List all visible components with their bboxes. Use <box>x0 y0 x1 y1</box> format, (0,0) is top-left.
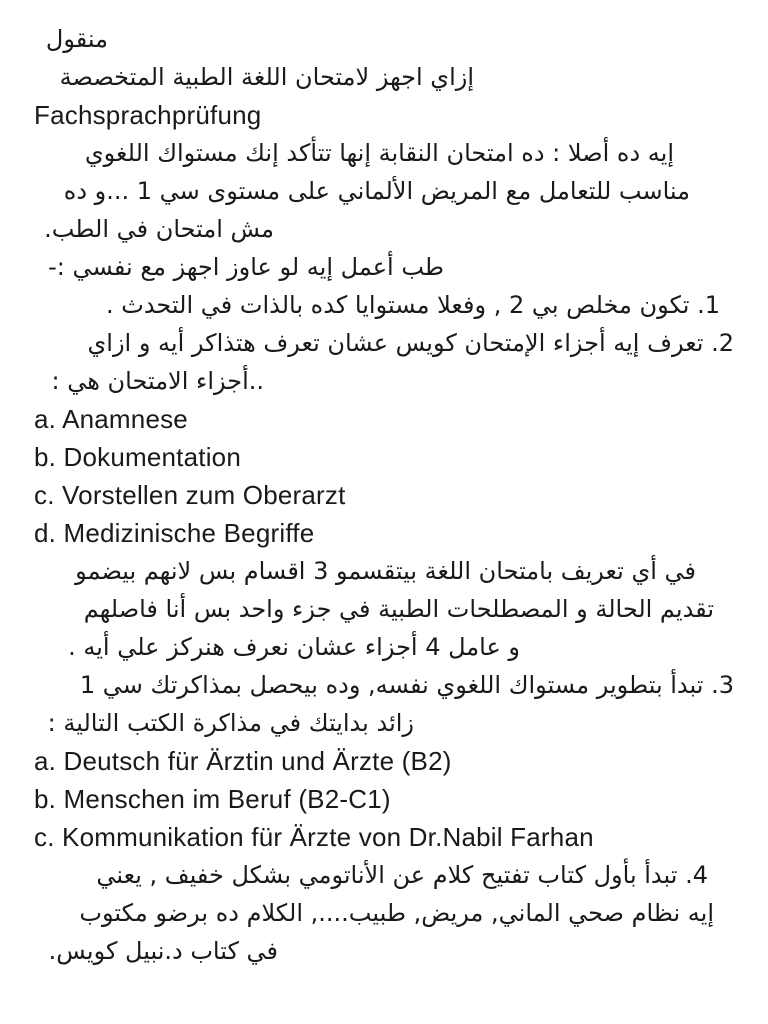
step-3-line-2: زائد بدايتك في مذاكرة الكتب التالية : <box>47 709 414 737</box>
question-line: طب أعمل إيه لو عاوز اجهز مع نفسي :- <box>48 253 444 281</box>
intro-line-2: مناسب للتعامل مع المريض الألماني على مستوى سي 1 ...و ده <box>63 177 690 205</box>
intro-line-1: إيه ده أصلا : ده امتحان النقابة إنها تتأكد إنك مستواك اللغوي <box>84 139 674 167</box>
title-arabic: إزاي اجهز لامتحان اللغة الطبية المتخصصة <box>59 63 474 91</box>
exam-part-b: b. Dokumentation <box>34 442 241 472</box>
book-a: a. Deutsch für Ärztin und Ärzte (B2) <box>34 746 452 776</box>
book-b: b. Menschen im Beruf (B2-C1) <box>34 784 391 814</box>
note-line-3: و عامل 4 أجزاء عشان نعرف هنركز علي أيه . <box>68 633 520 661</box>
note-line-1: في أي تعريف بامتحان اللغة بيتقسمو 3 اقسام بس لانهم بيضمو <box>75 557 696 585</box>
source-label: منقول <box>45 25 108 53</box>
step-4-line-1: 4. تبدأ بأول كتاب تفتيح كلام عن الأناتومي بشكل خفيف , يعني <box>96 861 708 889</box>
step-3-line-1: 3. تبدأ بتطوير مستواك اللغوي نفسه, وده بيحصل بمذاكرتك سي 1 <box>79 671 734 699</box>
step-4-line-2: إيه نظام صحي الماني, مريض, طبيب...., الكلام ده برضو مكتوب <box>79 899 714 927</box>
exam-part-d: d. Medizinische Begriffe <box>34 518 315 548</box>
book-c: c. Kommunikation für Ärzte von Dr.Nabil Farhan <box>34 822 594 852</box>
step-4-line-3: في كتاب د.نبيل كويس. <box>48 937 278 965</box>
exam-part-a: a. Anamnese <box>34 404 188 434</box>
exam-part-c: c. Vorstellen zum Oberarzt <box>34 480 346 510</box>
intro-line-3: مش امتحان في الطب. <box>44 215 274 243</box>
step-2-line-1: 2. تعرف إيه أجزاء الإمتحان كويس عشان تعرف هتذاكر أيه و ازاي <box>87 329 734 357</box>
note-line-2: تقديم الحالة و المصطلحات الطبية في جزء واحد بس أنا فاصلهم <box>83 595 714 623</box>
step-1-line: 1. تكون مخلص بي 2 , وفعلا مستوايا كده بالذات في التحدث . <box>105 291 720 319</box>
title-german: Fachsprachprüfung <box>34 100 262 130</box>
step-2-line-2: ..أجزاء الامتحان هي : <box>51 367 264 395</box>
